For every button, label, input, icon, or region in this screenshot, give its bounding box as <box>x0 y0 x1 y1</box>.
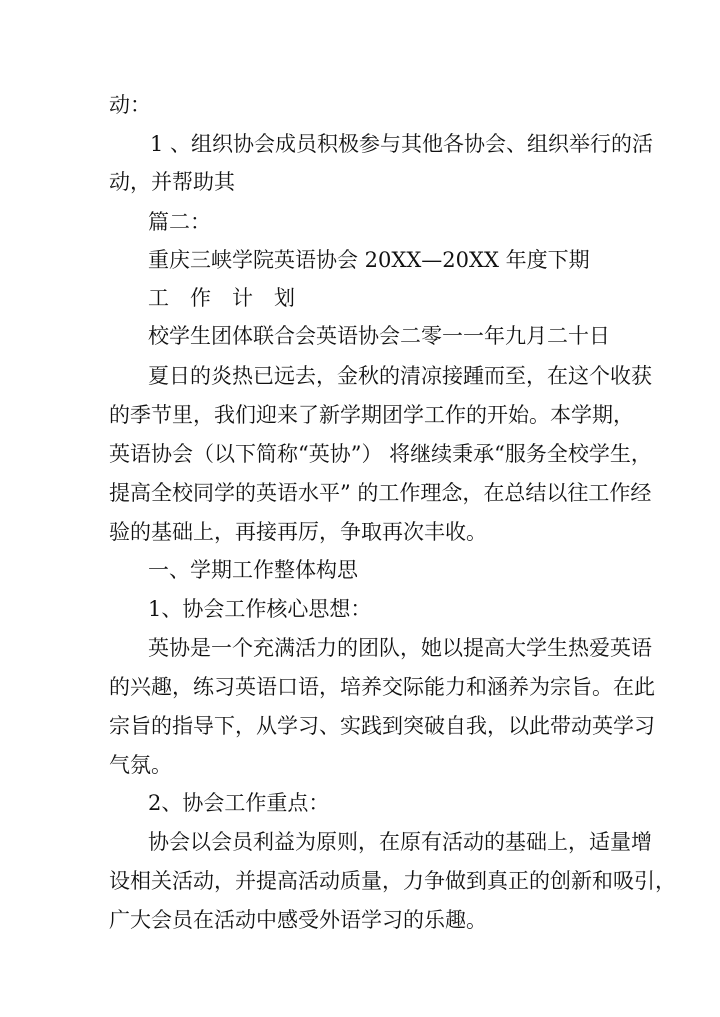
subsection-heading: 2、协会工作重点： <box>148 791 330 815</box>
text-line: 英语协会（以下简称“英协”） 将继续秉承“服务全校学生， <box>109 442 652 466</box>
text-line: 的季节里，我们迎来了新学期团学工作的开始。本学期， <box>109 403 634 427</box>
text-line: 提高全校同学的英语水平” 的工作理念，在总结以往工作经 <box>109 481 652 505</box>
document-title: 重庆三峡学院英语协会 20XX—20XX 年度下期 <box>148 248 590 272</box>
text-line: 协会以会员利益为原则，在原有活动的基础上，适量增 <box>148 830 652 854</box>
document-subtitle: 工 作 计 划 <box>148 286 295 310</box>
text-line: 验的基础上，再接再厉，争取再次丰收。 <box>109 520 487 544</box>
text-line: 宗旨的指导下，从学习、实践到突破自我，以此带动英学习 <box>109 714 655 738</box>
text-line: 设相关活动，并提高活动质量，力争做到真正的创新和吸引， <box>109 869 676 893</box>
text-line: 动，并帮助其 <box>109 170 235 194</box>
section-heading: 篇二： <box>148 210 211 234</box>
text-line: 广大会员在活动中感受外语学习的乐趣。 <box>109 908 487 932</box>
document-author-date: 校学生团体联合会英语协会二零一一年九月二十日 <box>148 324 610 348</box>
section-heading: 一、学期工作整体构思 <box>148 558 358 582</box>
text-line: 的兴趣，练习英语口语，培养交际能力和涵养为宗旨。在此 <box>109 675 655 699</box>
text-line: 1 、组织协会成员积极参与其他各协会、组织举行的活 <box>150 132 654 156</box>
text-line: 英协是一个充满活力的团队，她以提高大学生热爱英语 <box>148 636 652 660</box>
text-line: 气氛。 <box>109 753 172 777</box>
subsection-heading: 1、协会工作核心思想： <box>148 597 372 621</box>
text-line: 动： <box>109 93 151 117</box>
text-line: 夏日的炎热已远去，金秋的清凉接踵而至，在这个收获 <box>148 364 652 388</box>
